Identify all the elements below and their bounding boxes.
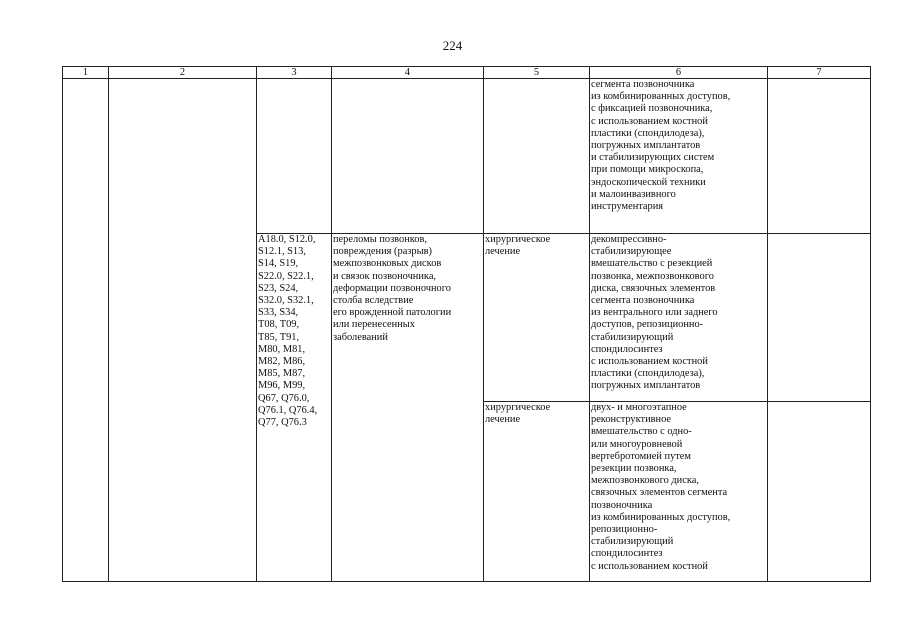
cell-col5-empty — [484, 79, 590, 234]
page-number: 224 — [442, 38, 463, 53]
header-cell-6: 6 — [590, 67, 768, 79]
cell-col7 — [768, 79, 871, 234]
cell-col4-empty — [332, 79, 484, 234]
cell-col7 — [768, 234, 871, 402]
header-cell-7: 7 — [768, 67, 871, 79]
method-cell: декомпрессивно- стабилизирующее вмешательство с резекцией позвонка, межпозвонкового диска, связочных элементов сегмента позвоночника из вентрального или заднего доступов, репозиционно- стабилизирующий спондилосинтез с использованием костной пластики (спондилодеза), погружных имплантатов — [590, 234, 768, 402]
cell-col2 — [109, 79, 257, 582]
table-header-row — [63, 67, 871, 79]
method-cell: сегмента позвоночника из комбинированных доступов, с фиксацией позвоночника, с использованием костной пластики (спондилодеза), погружных имплантатов и стабилизирующих систем при помощи микроскопа, эндоскопической техники и малоинвазивного инструментария — [590, 79, 768, 234]
header-cell-3: 3 — [257, 67, 332, 79]
treatment-cell: хирургическое лечение — [484, 234, 590, 402]
treatment-cell: хирургическое лечение — [484, 402, 590, 582]
cell-col3-empty — [257, 79, 332, 234]
icd-codes-cell: A18.0, S12.0, S12.1, S13, S14, S19, S22.0, S22.1, S23, S24, S32.0, S32.1, S33, S34, T08, T09, T85, T91, M80, M81, M82, M86, M85, M87, M96, M99, Q67, Q76.0, Q76.1, Q76.4, Q77, Q76.3 — [257, 234, 332, 582]
method-cell: двух- и многоэтапное реконструктивное вмешательство с одно- или многоуровневой вертебротомией путем резекции позвонка, межпозвонкового диска, связочных элементов сегмента позвоночника из комбинированных доступов, репозиционно- стабилизирующий спондилосинтез с использованием костной — [590, 402, 768, 582]
header-cell-4: 4 — [332, 67, 484, 79]
procedures-table — [62, 66, 871, 582]
header-cell-1: 1 — [63, 67, 109, 79]
header-cell-2: 2 — [109, 67, 257, 79]
table-row — [63, 79, 871, 234]
diagnosis-cell: переломы позвонков, повреждения (разрыв) межпозвонковых дисков и связок позвоночника, деформации позвоночного столба вследствие его врожденной патологии или перенесенных заболеваний — [332, 234, 484, 582]
cell-col7 — [768, 402, 871, 582]
cell-col1 — [63, 79, 109, 582]
header-cell-5: 5 — [484, 67, 590, 79]
